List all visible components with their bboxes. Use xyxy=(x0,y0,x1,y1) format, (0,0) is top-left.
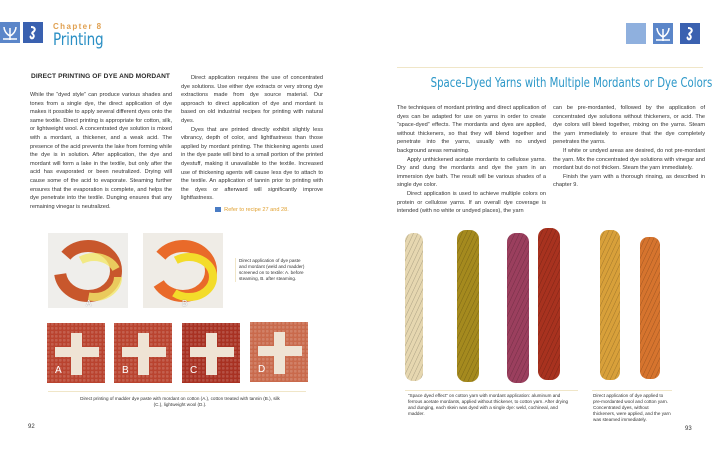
yarn-caption-2: Direct application of dye applied to pre-mordanted wool and cotton yarn. Concentrated dyes, without thickeners, were applied, and the yarn was steamed immediately. xyxy=(593,393,671,422)
sample-square-a: A xyxy=(47,323,105,383)
caption-rule xyxy=(48,391,306,392)
paragraph: While the “dyed style” can produce various shades and tones from a single dye, the direct application of dye makes it possible to apply several different dyes onto the same textile. Direct printing is appropriate for cotton, silk, or lightweight wool. A concentrated dye solution is mixed with a mordant, a thickener, and a weak acid. The presence of the acid prevents the lake from forming while the dye is in solution. After application, the dye and mordant will form a lake in the textile, but only after the acid has evaporated or been neutralized. Drying will cause some of the acid to evaporate. Steaming further ensures that the evaporation is complete, and helps the dye penetrate into the textile. Dunging ensures that any remaining vinegar is neutralized. xyxy=(30,92,172,210)
right-column-1 xyxy=(397,104,546,216)
swirl-label-a: A xyxy=(86,299,92,308)
yarn-skein-red xyxy=(538,228,560,380)
yarn-skein-purple xyxy=(507,233,529,383)
yarn-photos xyxy=(395,225,705,390)
yarn-skein-olive xyxy=(457,230,479,382)
swirl-label-b: B xyxy=(182,299,188,308)
yarn-skein-multicolor xyxy=(600,230,620,380)
paragraph: Direct application is used to achieve multiple colors on protein or cellulose yarns. If an overall dye coverage is intended (with no white or undyed places), the yarn xyxy=(397,190,546,215)
stamp-motif-icon xyxy=(680,23,700,44)
squares-caption: Direct printing of madder dye paste with mordant on cotton (A.), cotton treated with tannin (B.), silk (C.), lightweight wool (D.). xyxy=(80,396,280,407)
plant-stamp-icon xyxy=(653,23,673,44)
caption-rule xyxy=(592,390,672,391)
left-column-2 xyxy=(181,74,323,215)
caption-rule xyxy=(405,390,578,391)
section-heading: DIRECT PRINTING OF DYE AND MORDANT xyxy=(31,73,171,80)
yarn-caption-1: “Space dyed effect” on cotton yarn with mordant application: aluminum and ferrous acetate mordants, applied without thickener, to cotton yarn. After drying and dunging, each skein was dyed with a single dye: weld, cochineal, and madder. xyxy=(408,393,569,416)
chapter-label: Chapter 8 xyxy=(53,22,103,31)
page-number-left: 92 xyxy=(28,424,35,430)
sample-square-b: B xyxy=(114,323,172,383)
book-icon xyxy=(215,207,221,212)
title-rule xyxy=(397,67,703,68)
section-title: Space-Dyed Yarns with Multiple Mordants or Dye Colors xyxy=(430,76,713,91)
section-title-wrap xyxy=(397,76,713,91)
paragraph: The techniques of mordant printing and direct application of dyes can be adapted for use on yarns in order to create “space-dyed” effects. The mordants and dyes are applied, without thickeners, so that they will blend together and penetrate into the yarns, usually with no undyed background areas remaining. xyxy=(397,105,546,154)
paragraph: Apply unthickened acetate mordants to cellulose yarns. Dry and dung the mordants and dye the yarn in an immersion dye bath. The result will be various shades of a single dye color. xyxy=(397,156,546,189)
sample-square-c: C xyxy=(182,323,240,383)
yarn-skein-orange xyxy=(640,237,660,379)
paragraph: If white or undyed areas are desired, do not pre-mordant the yarn. Mix the concentrated dye solutions with vinegar and mordant but do not thicken. Steam the yarn immediately. xyxy=(553,147,705,172)
swirl-caption: Direct application of dye paste and mordant (weld and madder) screened on to textile: A. before steaming, B. after steaming. xyxy=(235,258,305,282)
texture-stamp-icon xyxy=(626,23,646,44)
page-number-right: 93 xyxy=(685,426,692,432)
recipe-link[interactable]: Refer to recipe 27 and 28. xyxy=(224,206,289,213)
left-column-1 xyxy=(30,91,172,211)
stamp-motif-icon xyxy=(23,22,43,43)
right-column-2 xyxy=(553,104,705,190)
recipe-reference[interactable] xyxy=(181,206,323,215)
plant-stamp-icon xyxy=(0,22,20,43)
paragraph: Dyes that are printed directly exhibit slightly less vibrancy, depth of color, and lightfastness than those applied by mordant printing. The thickening agents used in the dye paste will bind to a small portion of the printed dyestuff, making it unavailable to the textile. Increased use of thickening agents will cause less dye to attach to the textile. An application of tannin prior to printing with the dyes or afterward will significantly improve lightfastness. xyxy=(181,126,323,202)
sample-square-d: D xyxy=(250,322,308,382)
swirl-photos xyxy=(48,233,228,309)
chapter-title: Printing xyxy=(53,30,104,50)
paragraph: Direct application requires the use of concentrated dye solutions. Use either dye extracts or very strong dye extractions made from dye source material. Our approach to direct application of dye and mordant is based on old industrial recipes for printing with natural dyes. xyxy=(181,75,323,124)
yarn-skein-cream xyxy=(405,233,423,381)
paragraph: can be pre-mordanted, followed by the application of concentrated dye solutions without thickeners, or acid. The dye colors will bleed together, mixing on the yarns. Steam the yarn immediately to ensure that the dye completely penetrates the yarns. xyxy=(553,105,705,146)
paragraph: Finish the yarn with a thorough rinsing, as described in chapter 9. xyxy=(553,173,705,189)
